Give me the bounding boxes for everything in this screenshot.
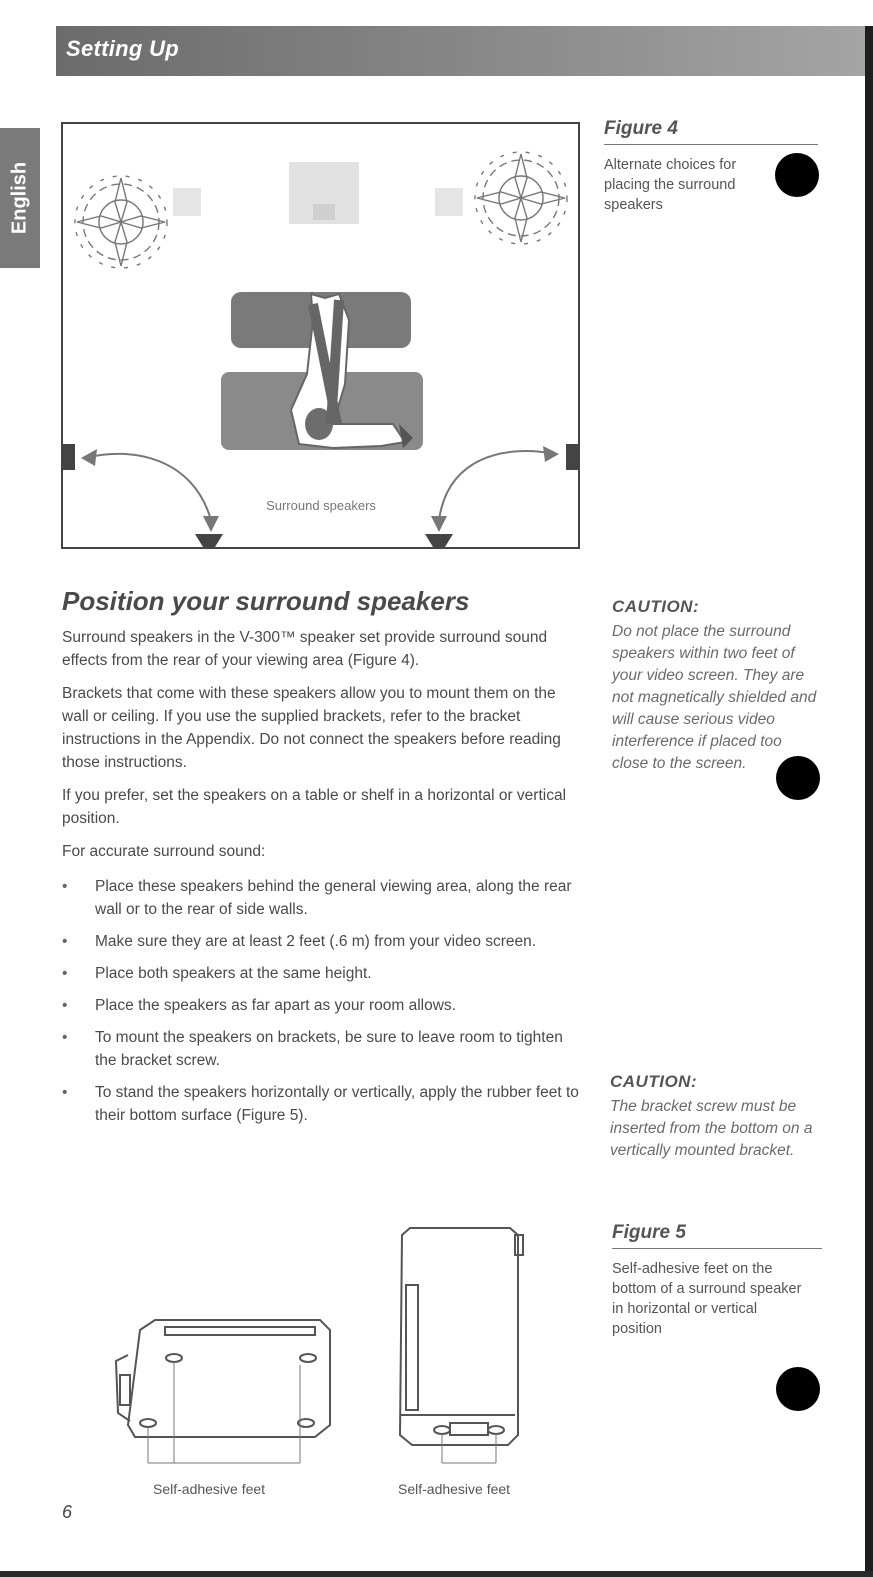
surround-speaker-left-rear-icon [195,534,223,547]
plant-right-icon [475,152,567,244]
caution-bracket-text: The bracket screw must be inserted from the bottom on a vertically mounted bracket. [610,1098,813,1159]
surround-speaker-right-side-icon [566,444,578,470]
section-body [62,626,585,1136]
surround-speaker-right-rear-icon [425,534,453,547]
page-edge-bottom [0,1571,873,1577]
section-title: Position your surround speakers [62,586,470,616]
caution-video-text: Do not place the surround speakers within two feet of your video screen. They are not magnetically shielded and will cause serious video interference if placed too close to the screen. [612,623,817,772]
foot-icon [300,1354,316,1362]
arrow-right-icon [439,451,555,520]
list-item: • Place these speakers behind the general viewing area, along the rear wall or to the rear of side walls. [62,875,585,921]
figure4-heading: Figure 4 [604,118,818,145]
plant-left-icon [75,176,167,268]
figure4-caption: Alternate choices for placing the surround speakers [604,157,737,213]
page-header-title: Setting Up [66,36,179,61]
caution-video-block [612,597,817,775]
language-tab [0,128,40,268]
front-right-speaker-icon [435,188,463,216]
list-item: • Make sure they are at least 2 feet (.6 m) from your video screen. [62,930,585,953]
horizontal-speaker-icon [116,1320,330,1437]
vertical-speaker-icon [400,1228,523,1445]
punch-hole-middle [776,756,820,800]
front-left-speaker-icon [173,188,201,216]
paragraph-intro: Surround speakers in the V-300™ speaker set provide surround sound effects from the rear of your viewing area (Figure 4). [62,629,548,669]
foot-icon [488,1426,504,1434]
figure5-caption-block [612,1222,822,1339]
caution-heading: CAUTION: [610,1072,698,1091]
figure4-diagram [61,122,580,549]
punch-hole-bottom [776,1367,820,1411]
surround-speaker-left-side-icon [63,444,75,470]
list-item: • Place both speakers at the same height. [62,962,585,985]
foot-icon [166,1354,182,1362]
foot-icon [434,1426,450,1434]
surround-speakers-label: Surround speakers [266,498,376,513]
page-number: 6 [62,1502,73,1522]
paragraph-accurate-sound: For accurate surround sound: [62,843,266,860]
placement-tips-list [62,875,585,1127]
figure5-caption: Self-adhesive feet on the bottom of a surround speaker in horizontal or vertical position [612,1261,802,1337]
arrow-left-icon [85,454,211,520]
paragraph-brackets: Brackets that come with these speakers allow you to mount them on the wall or ceiling. If you use the supplied brackets, refer to the bracket instructions in the Appendix. Do not connect the speakers before reading those instructions. [62,685,561,771]
caution-heading: CAUTION: [612,597,700,616]
list-item: • Place the speakers as far apart as your room allows. [62,994,585,1017]
room-layout-illustration [63,124,578,547]
feet-label-right: Self-adhesive feet [398,1481,511,1497]
page-edge-right [865,26,873,1577]
punch-hole-top [775,153,819,197]
feet-label-left: Self-adhesive feet [153,1481,266,1497]
speaker-feet-illustration [110,1225,530,1475]
list-item: • To mount the speakers on brackets, be sure to leave room to tighten the bracket screw. [62,1026,585,1072]
foot-icon [140,1419,156,1427]
language-tab-label: English [8,161,31,235]
paragraph-table-shelf: If you prefer, set the speakers on a table or shelf in a horizontal or vertical position. [62,787,567,827]
figure5-heading: Figure 5 [612,1222,822,1249]
list-item: • To stand the speakers horizontally or vertically, apply the rubber feet to their bottom surface (Figure 5). [62,1081,585,1127]
caution-bracket-block [610,1072,820,1162]
